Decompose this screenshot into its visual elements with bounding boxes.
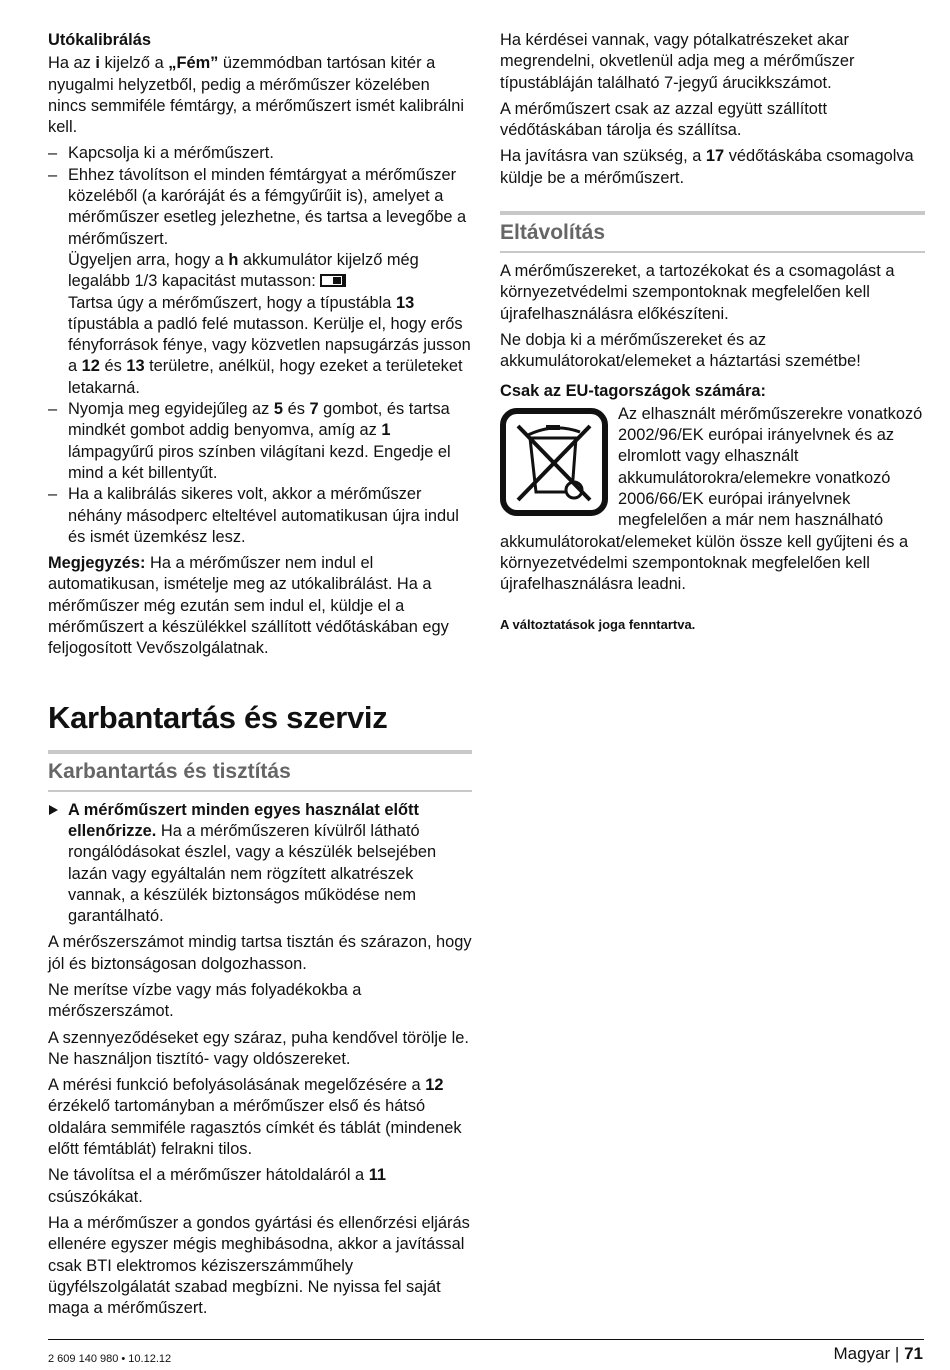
note (48, 553, 472, 659)
text: Tartsa úgy a mérőműszert, hogy a típustábla (68, 293, 396, 312)
text: Az elhasznált mérőműszerekre vonatkozó 2002/96/EK európai irányelvnek és az elromlott vagy elhasznált akkumulátorokra/elemekre vonatkozó 2006/66/EK európai irányelvnek megfelelően a már nem használható akkumulátorokat/elemeket külön össze kell gyűjteni és a környezetvédelmi szempontoknak megfelelően kell újrafelhasználásra leadni. (500, 404, 923, 594)
step-restart (48, 484, 472, 548)
paragraph (500, 261, 925, 325)
bold-text: 11 (368, 1166, 387, 1185)
text: Ha kérdései vannak, vagy pótalkatrészeket akar megrendelni, okvetlenül adja meg a mérőműszer típustábláján található 7-jegyű árucikkszámot. (500, 31, 855, 92)
paragraph (500, 99, 925, 142)
bold-text: A mérőműszert minden egyes használat előtt ellenőrizze. (68, 800, 419, 840)
text: Ne dobja ki a mérőműszereket és az akkumulátorokat/elemeket a háztartási szemétbe! (500, 330, 861, 371)
text: területre, anélkül, hogy ezeket a területeket letakarná. (68, 357, 463, 397)
paragraph (48, 932, 472, 975)
text: A mérőműszereket, a tartozékokat és a csomagolást a környezetvédelmi szempontoknak megfelelően kell újrafelhasználásra előkészíteni. (500, 262, 895, 323)
right-column (500, 30, 925, 640)
doc-number: 2 609 140 980 • 10.12.12 (48, 1353, 172, 1365)
text: akkumulátor kijelző még legalább 1/3 kapacitást mutasson: (68, 250, 419, 291)
bold-text: 13 (395, 293, 415, 312)
text: lámpagyűrű piros színben világítani kezd. Engedje el mind a két billentyűt. (68, 442, 451, 482)
bold-text: 17 (705, 147, 725, 166)
bold-text: 1 (381, 421, 391, 440)
recalibration-heading: Utókalibrálás (48, 31, 151, 49)
step-battery-note (48, 250, 472, 293)
text: Nyomja meg egyidejűleg az (68, 400, 274, 419)
page-number: 71 (904, 1344, 923, 1363)
text: A mérési funkció befolyásolásának megelőzésére a (48, 1076, 426, 1095)
eu-section (500, 404, 925, 596)
footer-separator: | (894, 1344, 900, 1363)
maintenance-heading: Karbantartás és szerviz (48, 699, 388, 735)
battery-note-text (68, 251, 419, 290)
text: és (99, 357, 127, 376)
bold-text: 13 (126, 357, 145, 376)
text: típustábla a padló felé mutasson. Kerülje el, hogy erős fényforrások fénye, vagy közvetlen napsugárzás jusson a (68, 314, 471, 376)
page-footer (834, 1343, 924, 1364)
step-remove-metal (48, 165, 472, 250)
bold-text: 12 (425, 1076, 444, 1095)
text: Ehhez távolítson el minden fémtárgyat a mérőműszer közeléből (a karóráját és a fémgyűrűit is), amelyet a mérőműszer esetleg jelezhetne, és tartsa a levegőbe a mérőműszert. (68, 165, 467, 248)
battery-icon (320, 274, 346, 287)
recalibration-intro (48, 53, 472, 138)
bold-text: i (95, 54, 100, 73)
text: és (283, 400, 310, 419)
paragraph (48, 1075, 472, 1160)
paragraph (500, 146, 925, 189)
bold-text: 7 (309, 400, 319, 419)
text: A mérőműszert csak az azzal együtt szállított védőtáskában tárolja és szállítsa. (500, 99, 828, 140)
rights-reserved: A változtatások joga fenntartva. (500, 616, 696, 632)
text: Ha a kalibrálás sikeres volt, akkor a mérőműszer néhány másodperc elteltével automatikusan újra indul és ismét üzemkész lesz. (68, 485, 459, 546)
paragraph (500, 330, 925, 373)
text: Ügyeljen arra, hogy a (68, 250, 229, 269)
text: gombot, és tartsa mindkét gombot addig benyomva, amíg az (68, 400, 450, 440)
step-press-buttons (48, 399, 472, 484)
step-switch-off (48, 143, 472, 164)
text: Ha javításra van szükség, a (500, 147, 706, 166)
paragraph (500, 30, 925, 94)
text: Ne távolítsa el a mérőműszer hátoldaláról a (48, 1166, 369, 1185)
crossed-out-bin-icon (500, 408, 608, 516)
text: csúszókákat. (48, 1187, 143, 1206)
bold-text: h (228, 250, 239, 269)
paragraph (48, 1165, 472, 1208)
text: A szennyeződéseket egy száraz, puha kendővel törölje le. Ne használjon tisztító- vagy oldószereket. (48, 1028, 469, 1068)
bold-text: 12 (81, 357, 100, 376)
bold-text: „Fém” (168, 54, 219, 73)
language-label: Magyar (833, 1344, 891, 1363)
text: Ha a mérőműszeren kívülről látható rongálódásokat észlel, vagy a készülék belsejében lazán vagy egyáltalán nem rögzített alkatrészek vannak, a készülék biztonságos működése nem garantálható. (68, 821, 437, 926)
left-column (48, 30, 472, 1324)
text: üzemmódban tartósan kitér a nyugalmi helyzetből, pedig a mérőműszer közelében nincs semmiféle fémtárgy, a mérőműszert ismét kalibrálni kell. (48, 54, 464, 137)
text: kijelző a (99, 54, 169, 73)
bold-text: 5 (273, 400, 284, 419)
text: A mérőszerszámot mindig tartsa tisztán és szárazon, hogy jól és biztonságosan dolgozhasson. (48, 933, 472, 973)
footer-divider (48, 1339, 924, 1340)
cleaning-heading: Karbantartás és tisztítás (48, 750, 472, 792)
text: Ne merítse vízbe vagy más folyadékokba a mérőszerszámot. (48, 980, 362, 1021)
paragraph (48, 1213, 472, 1319)
text: Ha az (48, 54, 96, 73)
disposal-heading: Eltávolítás (500, 211, 925, 253)
eu-heading: Csak az EU-tagországok számára: (500, 381, 766, 400)
paragraph (48, 1028, 472, 1071)
text: védőtáskába csomagolva küldje be a mérőműszert. (500, 147, 914, 187)
text: érzékelő tartományban a mérőműszer első és hátsó oldalára semmiféle ragasztós címkét és táblát (mindenek előtt fémtáblát) felrakni tilos. (48, 1097, 462, 1159)
bold-text: Megjegyzés: (48, 554, 146, 573)
text: Ha a mérőműszer a gondos gyártási és ellenőrzési eljárás ellenére egyszer mégis meghibásodna, akkor a javítással csak BTI elektromos kéziszerszámműhely ügyfélszolgálatát szabad megbízni. Ne nyissa fel saját maga a mérőműszert. (48, 1213, 470, 1318)
text: Kapcsolja ki a mérőműszert. (68, 144, 274, 163)
paragraph (48, 980, 472, 1023)
text: Ha a mérőműszer nem indul el automatikusan, ismételje meg az utókalibrálást. Ha a mérőműszer még ezután sem indul el, küldje el a mérőműszert a készülékkel szállított védőtáskában egy feljogosított Vevőszolgálatnak. (48, 554, 449, 658)
check-instruction (48, 800, 472, 928)
step-hold-device (48, 293, 472, 399)
